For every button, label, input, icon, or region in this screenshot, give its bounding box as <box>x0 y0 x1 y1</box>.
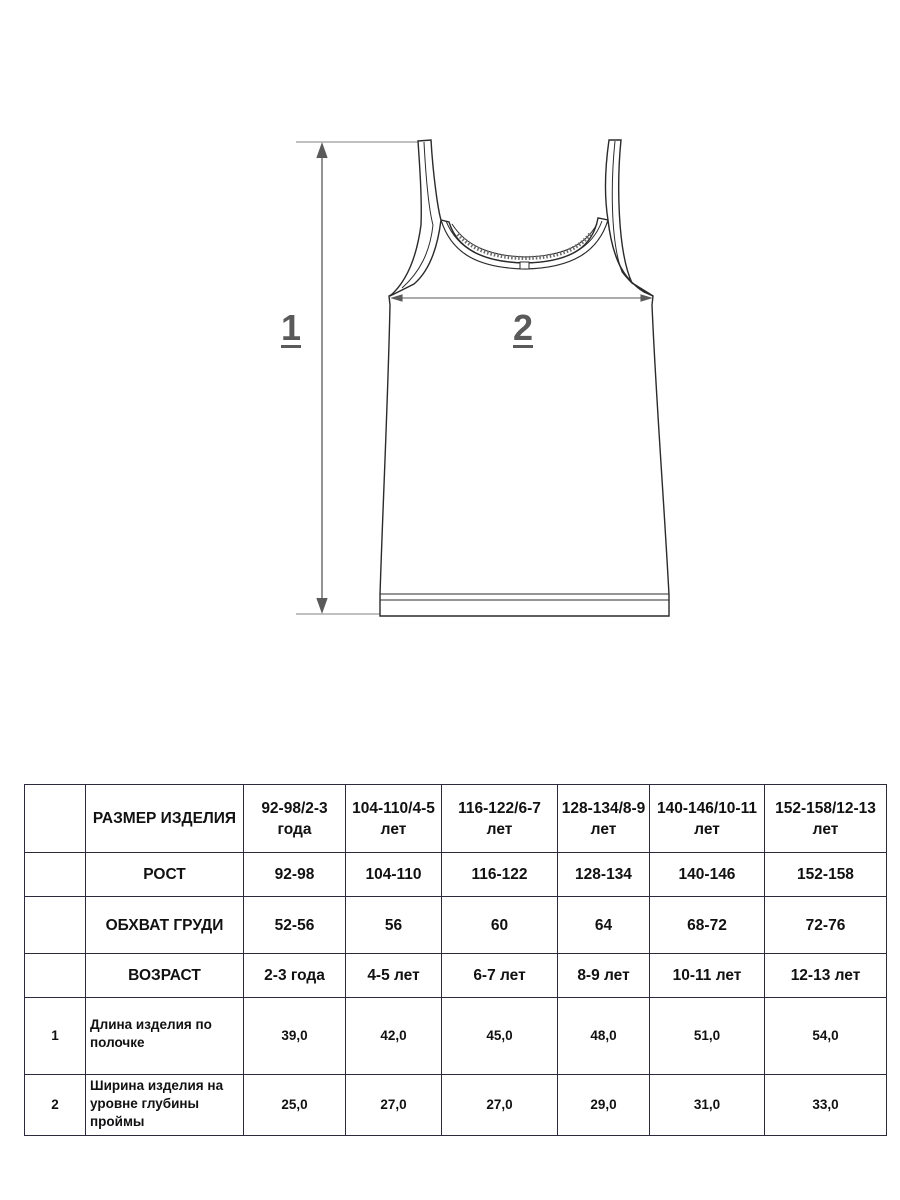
table-cell: 25,0 <box>244 1075 346 1136</box>
table-cell: 140-146/10-11 лет <box>650 785 765 853</box>
table-row-height <box>25 853 887 897</box>
table-cell: 6-7 лет <box>442 954 558 998</box>
measure-label: Длина изделия по полочке <box>86 998 244 1075</box>
measure-label: Ширина изделия на уровне глубины проймы <box>86 1075 244 1136</box>
width-label: 2 <box>513 307 534 348</box>
table-cell: 8-9 лет <box>558 954 650 998</box>
table-cell: 64 <box>558 897 650 954</box>
table-cell: 39,0 <box>244 998 346 1075</box>
table-cell: 27,0 <box>442 1075 558 1136</box>
table-header-label: ОБХВАТ ГРУДИ <box>86 897 244 954</box>
tank-top-outline <box>380 140 669 616</box>
table-cell: 128-134 <box>558 853 650 897</box>
table-cell: 2-3 года <box>244 954 346 998</box>
table-cell: 104-110 <box>346 853 442 897</box>
table-cell: 128-134/8-9 лет <box>558 785 650 853</box>
table-cell: 68-72 <box>650 897 765 954</box>
table-row-chest <box>25 897 887 954</box>
table-cell: 116-122/6-7 лет <box>442 785 558 853</box>
table-cell: 60 <box>442 897 558 954</box>
table-cell: 45,0 <box>442 998 558 1075</box>
table-cell: 51,0 <box>650 998 765 1075</box>
table-cell: 92-98 <box>244 853 346 897</box>
size-chart-table <box>24 784 887 1136</box>
table-cell: 152-158 <box>765 853 887 897</box>
table-cell-empty <box>25 785 86 853</box>
table-cell: 27,0 <box>346 1075 442 1136</box>
table-row-age <box>25 954 887 998</box>
table-cell: 104-110/4-5 лет <box>346 785 442 853</box>
table-cell: 29,0 <box>558 1075 650 1136</box>
table-cell-empty <box>25 853 86 897</box>
table-cell: 31,0 <box>650 1075 765 1136</box>
table-cell: 42,0 <box>346 998 442 1075</box>
table-cell: 4-5 лет <box>346 954 442 998</box>
table-cell: 56 <box>346 897 442 954</box>
table-cell-empty <box>25 954 86 998</box>
table-header-label: РОСТ <box>86 853 244 897</box>
measure-number: 1 <box>25 998 86 1075</box>
table-cell-empty <box>25 897 86 954</box>
table-row-size <box>25 785 887 853</box>
table-cell: 116-122 <box>442 853 558 897</box>
table-row-length <box>25 998 887 1075</box>
table-cell: 10-11 лет <box>650 954 765 998</box>
table-cell: 152-158/12-13 лет <box>765 785 887 853</box>
table-cell: 48,0 <box>558 998 650 1075</box>
table-cell: 92-98/2-3 года <box>244 785 346 853</box>
table-cell: 72-76 <box>765 897 887 954</box>
table-cell: 54,0 <box>765 998 887 1075</box>
table-cell: 12-13 лет <box>765 954 887 998</box>
table-cell: 52-56 <box>244 897 346 954</box>
table-cell: 140-146 <box>650 853 765 897</box>
table-row-width <box>25 1075 887 1136</box>
table-cell: 33,0 <box>765 1075 887 1136</box>
table-header-label: РАЗМЕР ИЗДЕЛИЯ <box>86 785 244 853</box>
measure-number: 2 <box>25 1075 86 1136</box>
table-header-label: ВОЗРАСТ <box>86 954 244 998</box>
length-label: 1 <box>281 307 302 348</box>
